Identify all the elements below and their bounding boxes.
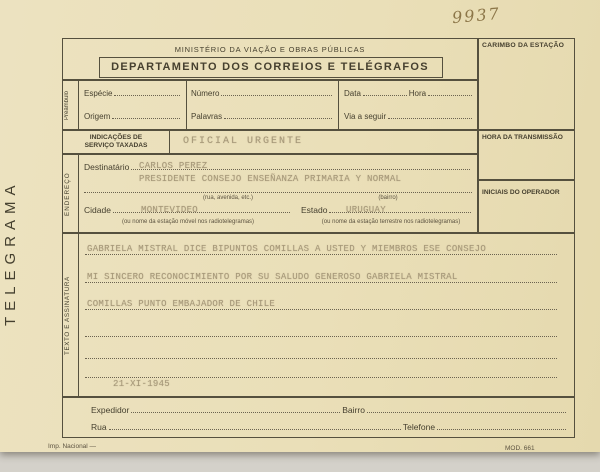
numero-label: Número bbox=[191, 89, 220, 98]
transmission-hour-label: HORA DA TRANSMISSÃO bbox=[482, 134, 563, 141]
message-label-divider bbox=[78, 234, 79, 396]
field-numero bbox=[191, 89, 334, 98]
dotted-leader bbox=[221, 94, 332, 96]
dotted-leader bbox=[428, 94, 472, 96]
service-indications-label bbox=[63, 134, 169, 150]
field-rua-telefone bbox=[91, 422, 568, 432]
field-especie bbox=[84, 89, 182, 98]
header-section bbox=[62, 38, 478, 80]
field-data-hora bbox=[344, 89, 474, 98]
message-rule-5 bbox=[85, 357, 557, 359]
service-label-line2: SERVIÇO TAXADAS bbox=[84, 142, 148, 149]
cidade-value: MONTEVIDEO bbox=[141, 205, 199, 215]
telegrama-side-label: TELEGRAMA bbox=[2, 179, 19, 327]
field-origem bbox=[84, 112, 182, 121]
palavras-label: Palavras bbox=[191, 112, 223, 121]
field-expedidor-bairro bbox=[91, 405, 568, 415]
especie-label: Espécie bbox=[84, 89, 113, 98]
rua-label: Rua bbox=[91, 422, 107, 432]
destinatario-value: CARLOS PEREZ bbox=[139, 161, 208, 171]
message-line-2: MI SINCERO RECONOCIMIENTO POR SU SALUDO GENEROSO GABRIELA MISTRAL bbox=[87, 272, 458, 282]
origem-label: Origem bbox=[84, 112, 111, 121]
dotted-leader bbox=[112, 117, 180, 119]
service-label-divider bbox=[169, 131, 170, 153]
preamble-col-divider-1 bbox=[186, 81, 187, 129]
transmission-hour-box bbox=[478, 130, 575, 180]
street-dotted-line bbox=[84, 191, 472, 193]
message-line-1: GABRIELA MISTRAL DICE BIPUNTOS COMILLAS A USTED Y MIEMBROS ESE CONSEJO bbox=[87, 244, 487, 254]
message-side-label: TEXTO E ASSINATURA bbox=[64, 276, 71, 356]
field-estado bbox=[301, 205, 473, 215]
bairro-caption: (bairro) bbox=[378, 195, 398, 201]
field-palavras bbox=[191, 112, 334, 121]
estado-caption: (ou nome da estação terrestre nos radiotelegramas) bbox=[321, 219, 461, 225]
service-label-line1: INDICAÇÕES DE bbox=[89, 134, 143, 141]
cidade-caption: (ou nome da estação móvel nos radiotelegramas) bbox=[121, 219, 255, 225]
station-stamp-box bbox=[478, 38, 575, 130]
service-indications-row bbox=[62, 130, 478, 154]
hora-label: Hora bbox=[408, 89, 427, 98]
dotted-leader bbox=[113, 211, 290, 213]
imprint-left: Imp. Nacional — bbox=[48, 443, 97, 450]
message-rule-6 bbox=[85, 376, 557, 378]
dotted-leader bbox=[224, 117, 332, 119]
ministry-title: MINISTÉRIO DA VIAÇÃO E OBRAS PÚBLICAS bbox=[174, 45, 366, 54]
address-section bbox=[62, 154, 478, 233]
message-rule-4 bbox=[85, 335, 557, 337]
preamble-section bbox=[62, 80, 478, 130]
address-label-divider bbox=[78, 155, 79, 232]
department-title: DEPARTAMENTO DOS CORREIOS E TELÉGRAFOS bbox=[111, 61, 429, 73]
message-section bbox=[62, 233, 575, 397]
operator-initials-box bbox=[478, 180, 575, 233]
sender-section bbox=[62, 397, 575, 438]
expedidor-label: Expedidor bbox=[91, 405, 130, 415]
estado-value: URUGUAY bbox=[346, 205, 386, 215]
estado-label: Estado bbox=[301, 205, 328, 215]
dotted-leader bbox=[363, 94, 407, 96]
field-via-a-seguir bbox=[344, 112, 474, 121]
dotted-leader bbox=[109, 428, 401, 430]
preamble-side-label: Preâmbulo bbox=[64, 90, 70, 120]
service-stamped-value: OFICIAL URGENTE bbox=[183, 136, 304, 147]
cidade-label: Cidade bbox=[84, 205, 111, 215]
dotted-leader bbox=[131, 411, 340, 413]
handwritten-number: 9937 bbox=[451, 3, 502, 28]
imprint-right: MOD. 661 bbox=[505, 445, 535, 452]
dotted-leader bbox=[114, 94, 180, 96]
address-side-label: ENDEREÇO bbox=[64, 172, 71, 216]
destinatario-value-line2: PRESIDENTE CONSEJO ENSEÑANZA PRIMARIA Y NORMAL bbox=[139, 174, 402, 184]
via-a-seguir-label: Via a seguir bbox=[344, 112, 387, 121]
message-line-3: COMILLAS PUNTO EMBAJADOR DE CHILE bbox=[87, 299, 276, 309]
data-label: Data bbox=[344, 89, 361, 98]
preamble-label-divider bbox=[78, 81, 79, 129]
telefone-label: Telefone bbox=[402, 422, 436, 432]
dotted-leader bbox=[437, 428, 566, 430]
bairro-label: Bairro bbox=[342, 405, 365, 415]
dotted-leader bbox=[388, 117, 472, 119]
dotted-leader bbox=[367, 411, 566, 413]
station-stamp-label: CARIMBO DA ESTAÇÃO bbox=[482, 42, 565, 49]
street-caption: (rua, avenida, etc.) bbox=[202, 195, 254, 201]
operator-initials-label: INICIAIS DO OPERADOR bbox=[482, 189, 560, 196]
message-date: 21-XI-1945 bbox=[113, 379, 171, 389]
destinatario-label: Destinatário bbox=[84, 162, 130, 172]
preamble-col-divider-2 bbox=[338, 81, 339, 129]
